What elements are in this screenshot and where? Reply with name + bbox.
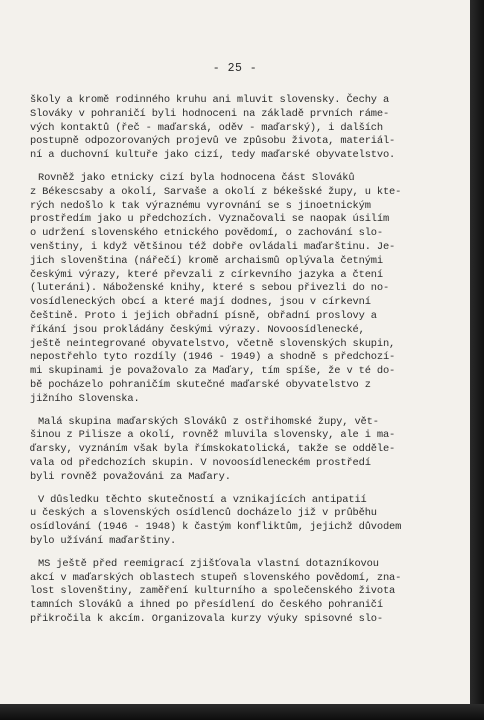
text-line: osídlování (1946 - 1948) k častým konfliktům, jejichž důvodem bbox=[30, 521, 402, 534]
text-line: Slováky v pohraničí byli hodnoceni na základě prvních ráme- bbox=[30, 107, 390, 120]
text-line: MS ještě před reemigrací zjišťovala vlastní dotazníkovou bbox=[38, 557, 379, 570]
text-line: rých nedošlo k tak výraznému vyrovnání se s jinoetnickým bbox=[30, 199, 371, 212]
text-line: z Békescsaby a okolí, Sarvaše a okolí z békešské župy, u kte- bbox=[30, 185, 402, 198]
text-line: nepostřehlo tyto rozdíly (1946 - 1949) a shodně s předchozí- bbox=[30, 351, 396, 364]
page-number: - 25 - bbox=[212, 62, 258, 75]
paragraph-1 bbox=[30, 94, 430, 163]
page-edge-right bbox=[470, 0, 484, 720]
text-line: akcí v maďarských oblastech stupeň slovenského povědomí, zna- bbox=[30, 571, 402, 584]
text-line: lost slovenštiny, zaměření kulturního a společenského života bbox=[30, 585, 396, 598]
text-line: prostředím jako u předchozích. Vyznačovali se naopak úsilím bbox=[30, 213, 390, 226]
body-text bbox=[30, 94, 430, 636]
paragraph-4 bbox=[30, 494, 430, 549]
page-edge-bottom bbox=[0, 704, 484, 720]
paragraph-5 bbox=[30, 558, 430, 627]
text-line: školy a kromě rodinného kruhu ani mluvit slovensky. Čechy a bbox=[30, 94, 390, 106]
text-line: bylo užívání maďarštiny. bbox=[30, 534, 177, 547]
text-line: ještě neintegrované obyvatelstvo, včetně slovenských skupin, bbox=[30, 337, 396, 350]
text-line: říkání jsou prokládány českými výrazy. Novoosídlenecké, bbox=[30, 323, 365, 336]
text-line: ďarsky, vyznáním však byla římskokatolická, takže se odděle- bbox=[30, 443, 396, 456]
text-line: Rovněž jako etnicky cizí byla hodnocena část Slováků bbox=[38, 171, 355, 184]
text-line: (luteráni). Náboženské knihy, které s sebou přivezli do no- bbox=[30, 282, 390, 295]
text-line: vých kontaktů (řeč - maďarská, oděv - maďarský), i dalších bbox=[30, 121, 383, 134]
paragraph-3 bbox=[30, 416, 430, 485]
text-line: jich slovenština (nářečí) kromě archaismů oplývala četnými bbox=[30, 254, 383, 267]
text-line: vala od předchozích skupin. V novoosídleneckém prostředí bbox=[30, 456, 371, 469]
text-line: V důsledku těchto skutečností a vznikajících antipatií bbox=[38, 493, 367, 506]
paragraph-2 bbox=[30, 172, 430, 407]
text-line: tamních Slováků a ihned po přesídlení do českého pohraničí bbox=[30, 599, 383, 612]
text-line: o udržení slovenského etnického povědomí, o zachování slo- bbox=[30, 227, 383, 240]
text-line: jižního Slovenska. bbox=[30, 392, 140, 405]
text-line: ní a duchovní kultuře jako cizí, tedy maďarské obyvatelstvo. bbox=[30, 149, 396, 162]
text-line: češtině. Proto i jejich obřadní písně, obřadní proslovy a bbox=[30, 309, 377, 322]
text-line: u českých a slovenských osídlenců docházelo již v průběhu bbox=[30, 507, 377, 520]
text-line: bě pocházelo pohraničím skutečné maďarské obyvatelstvo z bbox=[30, 378, 371, 391]
text-line: postupně odpozorovaných projevů ve způsobu života, materiál- bbox=[30, 135, 396, 148]
text-line: venštiny, i když většinou též dobře ovládali maďarštinu. Je- bbox=[30, 240, 396, 253]
text-line: českými výrazy, které převzali z církevního jazyka a čtení bbox=[30, 268, 383, 281]
text-line: šinou z Pilisze a okolí, rovněž mluvila slovensky, ale i ma- bbox=[30, 429, 396, 442]
text-line: mi skupinami je považovalo za Maďary, tím spíše, že v té do- bbox=[30, 365, 396, 378]
text-line: byli rovněž považováni za Maďary. bbox=[30, 470, 231, 483]
text-line: Malá skupina maďarských Slováků z ostřihomské župy, vět- bbox=[38, 415, 379, 428]
text-line: přikročila k akcím. Organizovala kurzy výuky spisovné slo- bbox=[30, 612, 383, 625]
text-line: vosídleneckých obcí a které mají dodnes, jsou v církevní bbox=[30, 296, 371, 309]
